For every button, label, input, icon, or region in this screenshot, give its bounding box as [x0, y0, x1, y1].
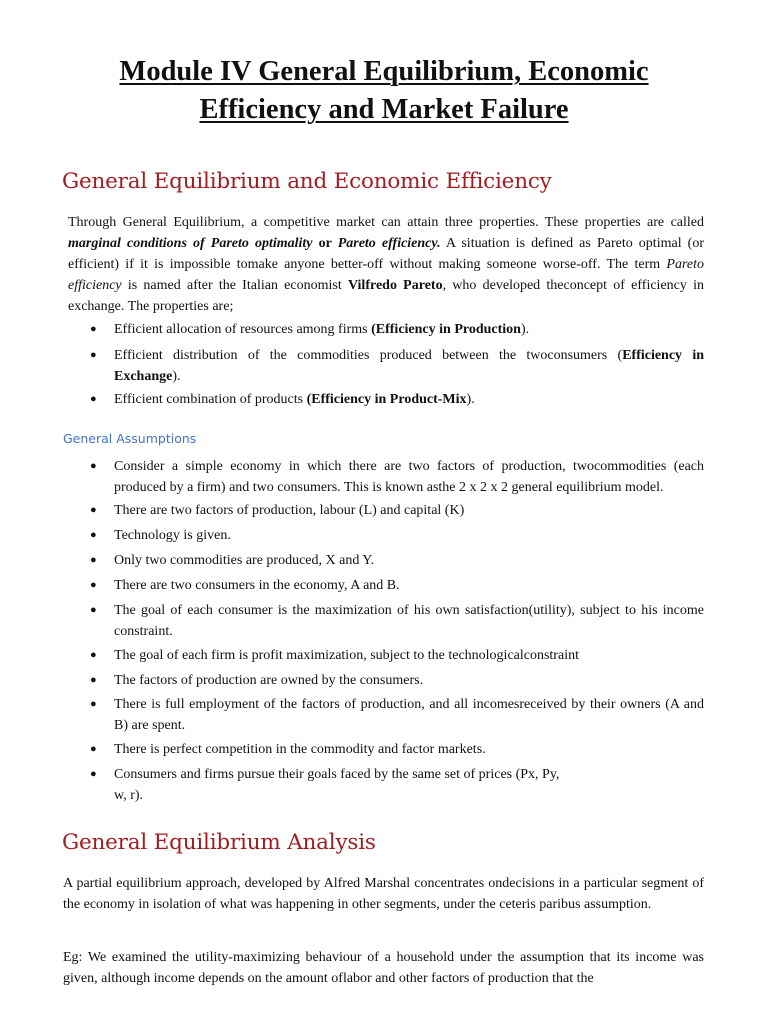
intro-text-1: Through General Equilibrium, a competitive market can attain three properties. These properties are called — [68, 215, 704, 230]
title-line-2: Efficiency and Market Failure — [199, 94, 569, 125]
bullet-icon: ● — [90, 743, 97, 755]
bullet-icon: ● — [90, 579, 97, 591]
intro-name-vilfredo-pareto: Vilfredo Pareto — [347, 278, 443, 293]
bullet-icon: ● — [90, 768, 97, 780]
document-title — [40, 53, 728, 129]
bullet-icon: ● — [90, 649, 97, 661]
bullet-icon: ● — [90, 529, 97, 541]
section-heading-economic-efficiency: General Equilibrium and Economic Efficiency — [62, 169, 552, 194]
bullet-icon: ● — [90, 349, 97, 361]
bullet-icon: ● — [90, 604, 97, 616]
bullet-icon: ● — [90, 460, 97, 472]
bullet-icon: ● — [90, 393, 97, 405]
intro-text-2: A situation is defined as Pareto optimal (or efficient) if it is impossible tomake anyone better-off without making someone worse-off. The term — [68, 236, 705, 272]
bullet-icon: ● — [90, 504, 97, 516]
bullet-icon: ● — [90, 674, 97, 686]
intro-text-or: or — [312, 236, 338, 251]
intro-text-4: , who developed theconcept of efficiency in exchange. The properties are; — [68, 278, 704, 314]
intro-paragraph — [68, 212, 704, 317]
section-heading-general-equilibrium-analysis: General Equilibrium Analysis — [62, 830, 376, 855]
bullet-icon: ● — [90, 323, 97, 335]
analysis-paragraph-2: Eg: We examined the utility-maximizing behaviour of a household under the assumption that its income was given, although income depends on the amount oflabor and other factors of production that the — [63, 950, 704, 986]
bullet-icon: ● — [90, 554, 97, 566]
intro-term-pareto-efficiency-2: Pareto efficiency — [68, 257, 704, 293]
intro-term-pareto-efficiency: Pareto efficiency. — [337, 236, 441, 251]
intro-text-3: is named after the Italian economist — [121, 278, 348, 293]
title-line-1: Module IV General Equilibrium, Economic — [119, 56, 649, 87]
intro-term-marginal-conditions: marginal conditions of Pareto optimality — [68, 236, 313, 251]
analysis-paragraph-1: A partial equilibrium approach, developed by Alfred Marshal concentrates ondecisions in a particular segment of the economy in isolation of what was happening in other segments, under the ceteris paribus assumption. — [63, 876, 704, 912]
bullet-icon: ● — [90, 698, 97, 710]
subheading-general-assumptions: General Assumptions — [63, 431, 197, 446]
